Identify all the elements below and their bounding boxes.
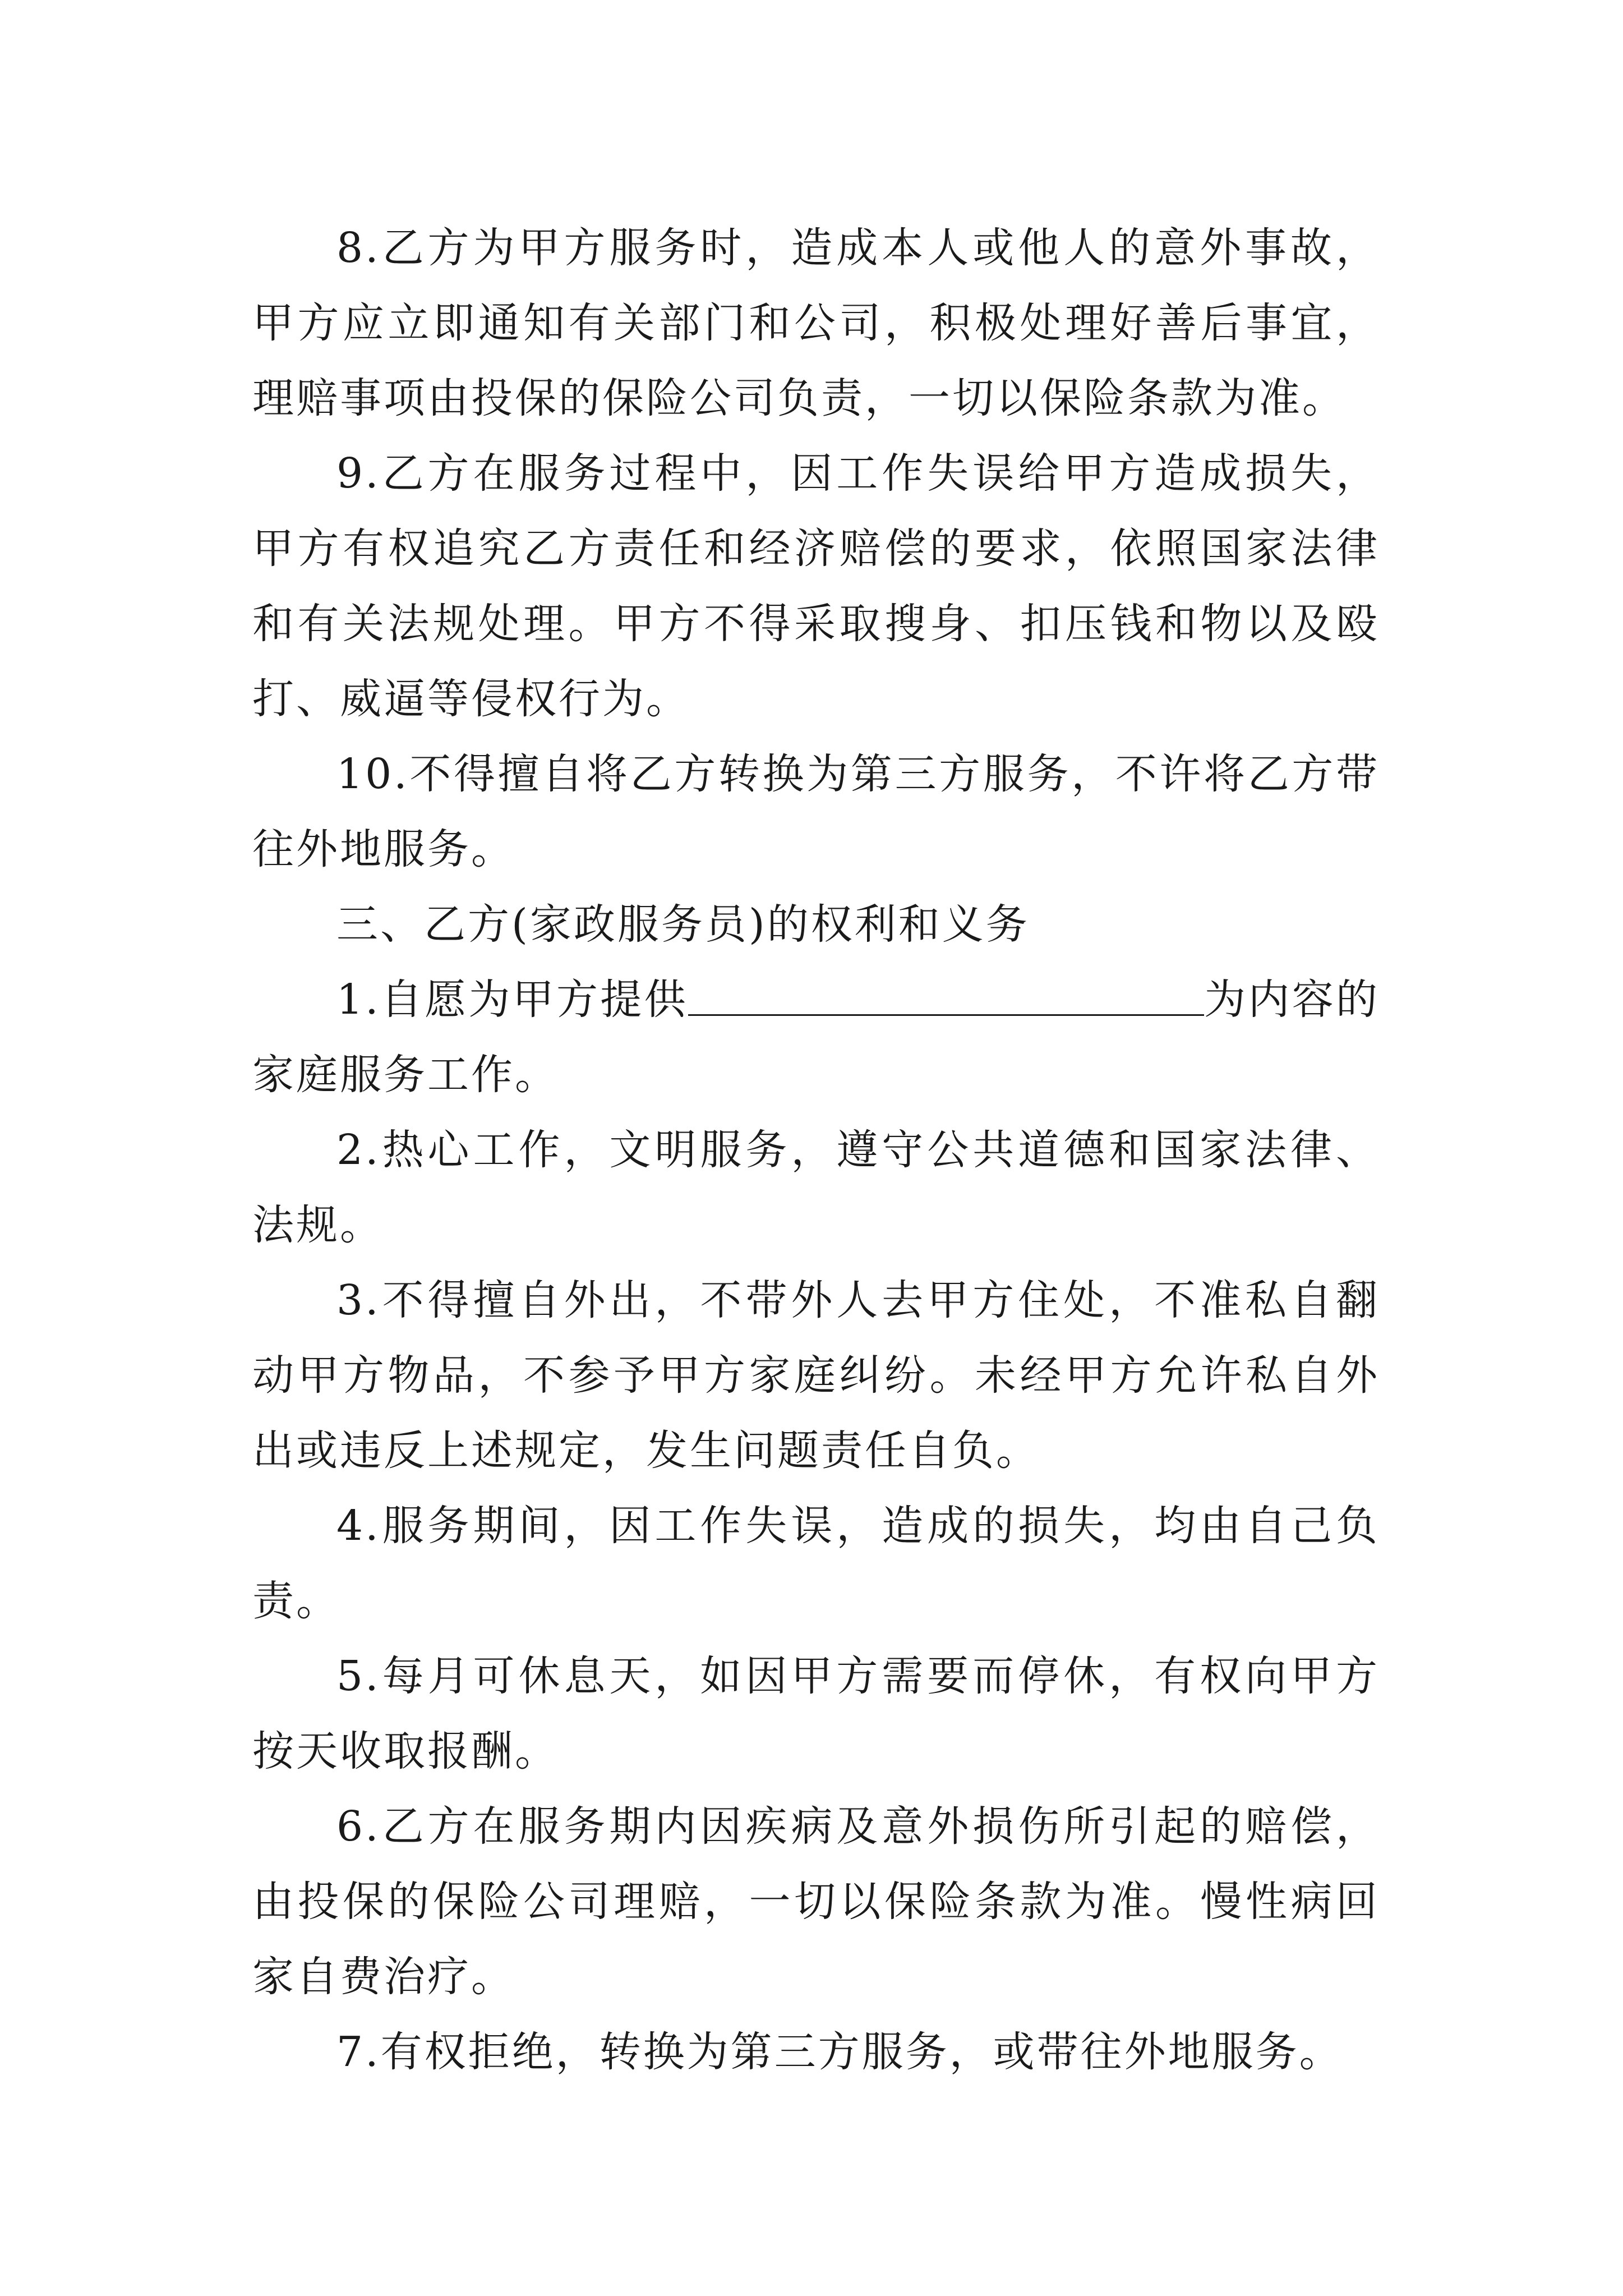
service-content-blank-line	[688, 973, 1204, 1016]
paragraph-item-8: 8.乙方为甲方服务时，造成本人或他人的意外事故，甲方应立即通知有关部门和公司，积极处理好善后事宜，理赔事项由投保的保险公司负责，一切以保险条款为准。	[252, 224, 1380, 422]
document-body	[252, 210, 1380, 2090]
clause-2: 2.热心工作，文明服务，遵守公共道德和国家法律、法规。	[252, 1126, 1380, 1249]
section-heading-party-b-rights: 三、乙方(家政服务员)的权利和义务	[336, 900, 1030, 949]
clause-6: 6.乙方在服务期内因疾病及意外损伤所引起的赔偿，由投保的保险公司理赔，一切以保险条款为准。慢性病回家自费治疗。	[252, 1802, 1380, 2001]
clause-7: 7.有权拒绝，转换为第三方服务，或带往外地服务。	[336, 2028, 1343, 2076]
clause-1-text-before: 1.自愿为甲方提供	[336, 976, 688, 1024]
clause-4: 4.服务期间，因工作失误，造成的损失，均由自己负责。	[252, 1502, 1380, 1625]
paragraph-item-10: 10.不得擅自将乙方转换为第三方服务，不许将乙方带往外地服务。	[252, 750, 1380, 873]
clause-1-service-content	[252, 962, 1380, 1112]
paragraph-item-9: 9.乙方在服务过程中，因工作失误给甲方造成损失，甲方有权追究乙方责任和经济赔偿的要求，依照国家法律和有关法规处理。甲方不得采取搜身、扣压钱和物以及殴打、威逼等侵权行为。	[252, 449, 1380, 723]
clause-5: 5.每月可休息天，如因甲方需要而停休，有权向甲方按天收取报酬。	[252, 1652, 1380, 1775]
clause-3: 3.不得擅自外出，不带外人去甲方住处，不准私自翻动甲方物品，不参予甲方家庭纠纷。未经甲方允许私自外出或违反上述规定，发生问题责任自负。	[252, 1276, 1380, 1475]
clause-1-text-after: 为内容的家庭服务工作。	[252, 976, 1380, 1099]
